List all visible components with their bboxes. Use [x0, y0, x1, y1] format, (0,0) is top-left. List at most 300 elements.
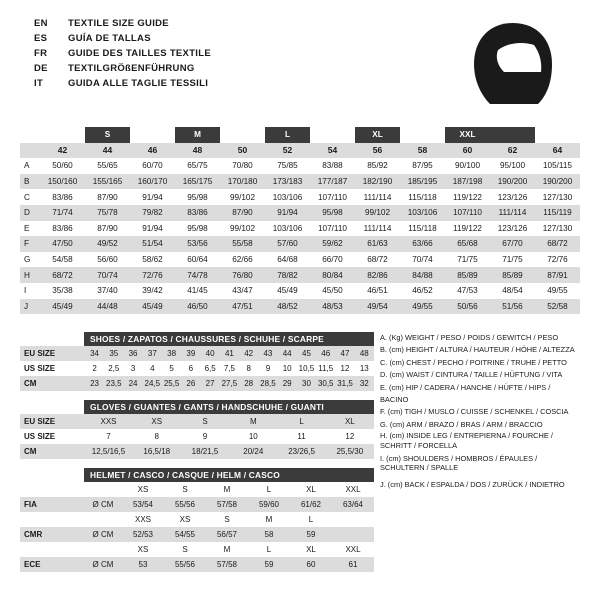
numeric-header-cell: 52: [282, 145, 293, 156]
language-code: FR: [34, 48, 48, 59]
table-cell: 24: [128, 379, 138, 388]
table-cell: 74/78: [187, 270, 208, 280]
table-cell: 67/70: [502, 239, 523, 249]
table-cell: 3: [130, 364, 136, 373]
legend-item: B. (cm) HEIGHT / ALTURA / HAUTEUR / HÖHE / ALTEZZA: [380, 345, 575, 355]
table-cell: 27,5: [221, 379, 238, 388]
table-cell: 46/50: [187, 301, 208, 311]
table-cell: 47: [340, 349, 350, 358]
letter-band-cell: [310, 127, 355, 143]
table-cell: 177/187: [317, 177, 348, 187]
table-cell: 95/98: [322, 208, 343, 218]
table-row: [20, 557, 374, 572]
table-cell: XXS: [134, 515, 151, 524]
table-cell: 111/114: [363, 223, 392, 233]
table-cell: 61: [348, 560, 358, 569]
row-label: G: [24, 255, 31, 265]
row-label: EU SIZE: [24, 349, 56, 358]
table-cell: 190/200: [497, 177, 528, 187]
legend-item: A. (Kg) WEIGHT / PESO / POIDS / GEWITCH / PESO: [380, 333, 559, 342]
row-label: H: [24, 270, 30, 280]
table-cell: 43/47: [232, 286, 253, 296]
table-cell: 8: [154, 432, 159, 441]
language-row: [34, 33, 211, 48]
shoes-table: [20, 346, 374, 391]
table-cell: 95/100: [499, 161, 526, 171]
row-label: D: [24, 208, 30, 218]
table-cell: XL: [306, 485, 316, 494]
table-cell: 119/122: [453, 192, 482, 202]
table-row: [20, 376, 374, 391]
table-row: [20, 158, 580, 174]
table-cell: 55/58: [232, 239, 253, 249]
row-label: I: [24, 286, 27, 296]
table-cell: 2,5: [108, 364, 120, 373]
table-cell: 71/74: [52, 208, 73, 218]
table-cell: 23/26,5: [288, 447, 315, 456]
numeric-header-cell: 44: [102, 145, 113, 156]
table-cell: 63/66: [412, 239, 433, 249]
table-cell: 16,5/18: [143, 447, 171, 456]
table-cell: 60/70: [142, 161, 163, 171]
table-cell: 23,5: [106, 379, 122, 388]
row-label: A: [24, 161, 30, 171]
table-cell: 45/50: [322, 286, 343, 296]
table-cell: 72/76: [142, 270, 163, 280]
table-cell: 20/24: [243, 447, 264, 456]
legend-item: G. (cm) ARM / BRAZO / BRAS / ARM / BRACCIO: [380, 419, 543, 429]
table-cell: Ø CM: [92, 560, 114, 569]
table-cell: 68/72: [52, 270, 73, 280]
table-cell: [332, 527, 374, 542]
table-cell: 47/53: [457, 286, 478, 296]
table-cell: XS: [137, 545, 149, 554]
table-cell: 47/51: [232, 301, 253, 311]
table-cell: 72/76: [547, 255, 568, 265]
table-cell: 95/98: [187, 192, 208, 202]
row-label: J: [24, 301, 29, 311]
gloves-section-title: GLOVES / GUANTES / GANTS / HANDSCHUHE / GUANTI: [84, 400, 374, 414]
table-cell: XS: [179, 515, 191, 524]
table-cell: 99/102: [229, 192, 256, 202]
table-cell: 28: [244, 379, 254, 388]
numeric-header-cell: 46: [147, 145, 158, 156]
table-cell: XXL: [345, 485, 361, 494]
table-cell: 8: [246, 364, 251, 373]
legend-item: H. (cm) INSIDE LEG / ENTREPIERNA / FOURCHE / SCHRITT / FORCELLA: [380, 431, 553, 450]
table-cell: 127/130: [542, 223, 573, 233]
table-cell: 57/58: [216, 560, 238, 569]
table-cell: 59: [264, 560, 274, 569]
table-cell: 99/102: [229, 223, 256, 233]
table-cell: M: [223, 485, 231, 494]
table-cell: 103/106: [272, 192, 303, 202]
table-row: [20, 497, 374, 512]
numeric-header-cell: 50: [237, 145, 248, 156]
table-cell: 44/48: [97, 301, 118, 311]
table-cell: 53/54: [132, 500, 154, 509]
table-cell: 48/54: [502, 286, 523, 296]
table-cell: 35: [109, 349, 119, 358]
table-cell: 65/75: [187, 161, 208, 171]
gloves-table: [20, 414, 374, 459]
table-cell: 91/94: [142, 192, 163, 202]
table-row: [20, 361, 374, 376]
table-row: [20, 205, 580, 221]
row-label: CM: [24, 447, 37, 456]
language-text: GUIDA ALLE TAGLIE TESSILI: [68, 78, 209, 89]
table-cell: 40: [205, 349, 215, 358]
table-cell: 10,5: [298, 364, 315, 373]
table-cell: 55/56: [174, 560, 196, 569]
letter-band-cell: L: [265, 127, 310, 143]
language-row: [34, 18, 211, 33]
table-row: [20, 252, 580, 268]
table-cell: 115/118: [408, 223, 437, 233]
table-cell: 75/85: [277, 161, 298, 171]
table-row: [20, 527, 374, 542]
table-cell: 68/72: [367, 255, 388, 265]
table-cell: 46: [321, 349, 331, 358]
table-cell: 119/122: [453, 223, 482, 233]
table-cell: 83/86: [187, 208, 208, 218]
table-cell: 190/200: [542, 177, 573, 187]
table-cell: 76/80: [232, 270, 253, 280]
language-row: [34, 63, 211, 78]
table-cell: 83/86: [52, 223, 73, 233]
table-cell: 87/90: [97, 223, 118, 233]
table-cell: 6: [188, 364, 194, 373]
table-cell: 46/52: [412, 286, 433, 296]
language-code: ES: [34, 33, 48, 44]
table-cell: 62/66: [232, 255, 253, 265]
table-row: [20, 542, 374, 557]
table-cell: 65/68: [457, 239, 478, 249]
main-size-table: [20, 127, 580, 314]
table-cell: 43: [263, 349, 273, 358]
legend-item: F. (cm) TIGH / MUSLO / CUISSE / SCHENKEL / COSCIA: [380, 407, 569, 417]
helmet-icon: [468, 20, 558, 117]
table-cell: M: [249, 417, 257, 426]
table-cell: 47/50: [52, 239, 73, 249]
table-cell: 41: [224, 349, 234, 358]
table-cell: [84, 482, 122, 497]
table-cell: 6,5: [204, 364, 216, 373]
table-cell: 99/102: [364, 208, 391, 218]
table-cell: 57/60: [277, 239, 298, 249]
table-cell: 58: [264, 530, 274, 539]
table-cell: 59/60: [258, 500, 280, 509]
table-cell: 170/180: [227, 177, 258, 187]
table-cell: 49/55: [547, 286, 568, 296]
table-cell: 45/49: [277, 286, 298, 296]
table-row: [20, 414, 374, 429]
table-cell: 103/106: [407, 208, 438, 218]
table-cell: [84, 512, 122, 527]
table-cell: 83/88: [322, 161, 343, 171]
language-code: IT: [34, 78, 44, 89]
table-cell: 107/110: [318, 192, 347, 202]
letter-band-cell: [20, 127, 40, 143]
table-cell: 25,5/30: [336, 447, 364, 456]
table-cell: 107/110: [318, 223, 347, 233]
table-cell: 9: [202, 432, 208, 441]
numeric-header-cell: 42: [57, 145, 68, 156]
numeric-header-cell: 56: [372, 145, 383, 156]
numeric-header-cell: 58: [417, 145, 428, 156]
table-cell: 12,5/16,5: [91, 447, 126, 456]
table-cell: 173/183: [272, 177, 303, 187]
table-cell: 64/68: [277, 255, 298, 265]
numeric-header-cell: 54: [327, 145, 338, 156]
table-cell: 37/40: [97, 286, 118, 296]
table-cell: 18/21,5: [191, 447, 219, 456]
shoes-section-title: SHOES / ZAPATOS / CHAUSSURES / SCHUHE / SCARPE: [84, 332, 374, 346]
table-cell: 150/160: [47, 177, 78, 187]
table-cell: L: [266, 545, 272, 554]
table-cell: 160/170: [137, 177, 168, 187]
table-cell: 111/114: [498, 208, 527, 218]
table-cell: XL: [306, 545, 316, 554]
table-cell: 127/130: [542, 192, 573, 202]
table-cell: 87/90: [232, 208, 253, 218]
legend-item: C. (cm) CHEST / PECHO / POITRINE / TRUHE / PETTO: [380, 357, 567, 367]
table-cell: 90/100: [454, 161, 481, 171]
letter-band-cell: XL: [355, 127, 400, 143]
table-cell: 10: [282, 364, 292, 373]
table-cell: 28,5: [260, 379, 276, 388]
table-cell: 30: [302, 379, 311, 388]
language-code: DE: [34, 63, 48, 74]
table-cell: 50/60: [52, 161, 73, 171]
table-cell: 85/92: [367, 161, 388, 171]
table-cell: 87/95: [412, 161, 433, 171]
table-cell: 11,5: [318, 364, 334, 373]
table-cell: 48/53: [322, 301, 343, 311]
table-row: [20, 221, 580, 237]
language-title-list: [34, 18, 211, 93]
table-row: [20, 512, 374, 527]
table-row: [20, 174, 580, 190]
table-cell: 10: [248, 432, 258, 441]
table-cell: 105/115: [543, 161, 572, 171]
table-cell: XS: [137, 485, 149, 494]
row-label: C: [24, 192, 30, 202]
row-label: E: [24, 223, 30, 233]
table-cell: 4: [150, 364, 155, 373]
table-cell: 36: [128, 349, 138, 358]
row-label: US SIZE: [24, 364, 56, 373]
table-cell: 85/89: [502, 270, 523, 280]
legend-item: I. (cm) SHOULDERS / HOMBROS / ÉPAULES / SCHULTERN / SPALLE: [380, 454, 538, 473]
table-cell: Ø CM: [92, 500, 114, 509]
table-cell: 34: [90, 349, 99, 358]
legend-item: D. (cm) WAIST / CINTURA / TAILLE / HÜFTUNG / VITA: [380, 370, 563, 380]
row-label: CMR: [24, 530, 43, 539]
table-cell: 56/60: [97, 255, 118, 265]
table-cell: 42: [244, 349, 254, 358]
helmet-section-title: HELMET / CASCO / CASQUE / HELM / CASCO: [84, 468, 374, 482]
table-cell: 13: [359, 364, 369, 373]
table-cell: XXS: [100, 417, 117, 426]
table-cell: 60: [306, 560, 316, 569]
equipment-tables: [20, 332, 374, 572]
table-cell: 46/51: [367, 286, 388, 296]
table-cell: 45: [302, 349, 311, 358]
language-row: [34, 48, 211, 63]
table-cell: L: [308, 515, 314, 524]
legend-item: E. (cm) HIP / CADERA / HANCHE / HÜFTE / HIPS / BACINO: [380, 382, 551, 405]
table-cell: 24,5: [144, 379, 161, 388]
table-cell: 187/198: [452, 177, 483, 187]
row-label: ECE: [24, 560, 41, 569]
table-cell: 55/56: [174, 500, 196, 509]
row-label: US SIZE: [24, 432, 56, 441]
numeric-header-row: [20, 143, 580, 159]
table-cell: S: [182, 545, 188, 554]
table-row: [20, 346, 374, 361]
legend-item: J. (cm) BACK / ESPALDA / DOS / ZURÜCK / INDIETRO: [380, 479, 565, 489]
numeric-header-cell: 60: [462, 145, 473, 156]
table-cell: 38: [167, 349, 177, 358]
letter-band-cell: XXL: [445, 127, 490, 143]
measurement-legend: [374, 332, 580, 572]
table-row: [20, 236, 580, 252]
table-cell: 84/88: [412, 270, 433, 280]
table-cell: 103/106: [272, 223, 303, 233]
table-cell: 155/165: [92, 177, 123, 187]
table-cell: 27: [205, 379, 215, 388]
lower-section: [20, 332, 580, 572]
table-cell: 87/90: [97, 192, 118, 202]
table-cell: 182/190: [362, 177, 393, 187]
table-cell: 52/53: [132, 530, 154, 539]
table-cell: S: [202, 417, 208, 426]
table-cell: 31,5: [337, 379, 353, 388]
table-cell: 35/38: [52, 286, 73, 296]
table-cell: 48: [359, 349, 369, 358]
table-cell: 25,5: [163, 379, 180, 388]
table-cell: 44: [282, 349, 292, 358]
row-label: [20, 542, 84, 557]
language-text: GUÍA DE TALLAS: [68, 33, 151, 44]
table-cell: L: [299, 417, 304, 426]
table-cell: 185/195: [407, 177, 438, 187]
letter-band-cell: [40, 127, 85, 143]
table-cell: 91/94: [277, 208, 298, 218]
table-cell: 75/78: [97, 208, 118, 218]
table-cell: 49/52: [97, 239, 118, 249]
row-label: EU SIZE: [24, 417, 56, 426]
table-cell: 5: [169, 364, 174, 373]
numeric-header-cell: 64: [552, 145, 563, 156]
table-cell: XS: [151, 417, 163, 426]
table-cell: 54/55: [174, 530, 196, 539]
table-cell: 70/74: [97, 270, 118, 280]
table-cell: S: [224, 515, 230, 524]
table-cell: 66/70: [322, 255, 343, 265]
table-cell: 107/110: [453, 208, 482, 218]
table-cell: 87/91: [547, 270, 568, 280]
table-cell: 12: [340, 364, 350, 373]
language-text: TEXTILGRÖßENFÜHRUNG: [68, 63, 195, 74]
language-text: TEXTILE SIZE GUIDE: [68, 18, 169, 29]
table-cell: 115/118: [408, 192, 437, 202]
table-row: [20, 482, 374, 497]
table-cell: 2: [92, 364, 97, 373]
table-row: [20, 189, 580, 205]
letter-band-cell: [490, 127, 535, 143]
table-cell: XL: [344, 417, 355, 426]
table-cell: 60/64: [187, 255, 208, 265]
table-cell: 30,5: [317, 379, 334, 388]
numeric-header-cell: [20, 143, 40, 159]
table-cell: 7: [106, 432, 111, 441]
table-cell: 11: [297, 432, 306, 441]
row-label: B: [24, 177, 30, 187]
row-label: [20, 512, 84, 527]
table-cell: 53: [138, 560, 148, 569]
table-cell: 115/119: [543, 208, 572, 218]
table-cell: 49/55: [412, 301, 433, 311]
table-cell: 56/57: [216, 530, 238, 539]
table-cell: 71/75: [457, 255, 478, 265]
table-cell: 23: [90, 379, 99, 388]
table-cell: [84, 542, 122, 557]
table-cell: 49/54: [367, 301, 388, 311]
table-cell: 68/72: [547, 239, 568, 249]
table-cell: 59/62: [322, 239, 343, 249]
letter-band-cell: [220, 127, 265, 143]
table-cell: 82/86: [367, 270, 388, 280]
table-cell: 80/84: [322, 270, 343, 280]
table-cell: 61/62: [300, 500, 322, 509]
table-cell: 32: [359, 379, 369, 388]
letter-band-cell: M: [175, 127, 220, 143]
table-cell: 26: [186, 379, 196, 388]
table-cell: 111/114: [363, 192, 392, 202]
numeric-header-cell: 48: [192, 145, 203, 156]
table-cell: 50/56: [457, 301, 478, 311]
table-row: [20, 444, 374, 459]
table-cell: 55/65: [97, 161, 118, 171]
table-row: [20, 283, 580, 299]
table-cell: 54/58: [52, 255, 73, 265]
table-cell: 51/56: [502, 301, 523, 311]
table-cell: 48/52: [277, 301, 298, 311]
table-cell: 45/49: [142, 301, 163, 311]
table-cell: 165/175: [182, 177, 213, 187]
table-cell: 79/82: [142, 208, 163, 218]
table-cell: 71/75: [502, 255, 523, 265]
table-cell: 61/63: [367, 239, 388, 249]
table-cell: 57/58: [216, 500, 238, 509]
row-label: F: [24, 239, 30, 249]
table-cell: Ø CM: [92, 530, 114, 539]
language-code: EN: [34, 18, 48, 29]
table-cell: S: [182, 485, 188, 494]
row-label: CM: [24, 379, 37, 388]
letter-band-cell: [130, 127, 175, 143]
table-row: [20, 299, 580, 315]
table-cell: 78/82: [277, 270, 298, 280]
table-cell: 41/45: [187, 286, 208, 296]
table-cell: 70/80: [232, 161, 253, 171]
letter-band-row: [20, 127, 580, 143]
table-row: [20, 429, 374, 444]
table-cell: 39: [186, 349, 196, 358]
letter-band-cell: [400, 127, 445, 143]
